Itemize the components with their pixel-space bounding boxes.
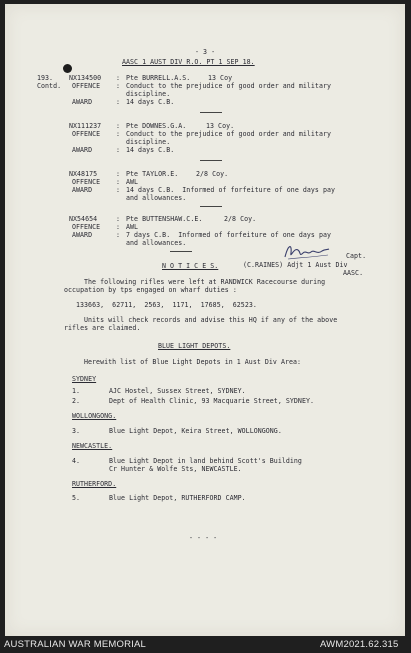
offence-label: OFFENCE [72,223,101,231]
award-text: 14 days C.B. Informed of forfeiture of one days pay [126,186,336,194]
entry-id: NX134500 [69,74,102,82]
award-label: AWARD [72,186,93,194]
document-page: - 3 - AASC 1 AUST DIV R.O. PT 1 SEP 18. 193. Contd. NX134500 : Pte BURRELL.A.S. 13 Coy OFFENCE : Conduct to the prejudice of good order and military discipline. AWARD : 14 days C.B. NX111237 : Pte DOWNES.G.A. 13 Coy. OFFENCE : Conduct to the prejudice of good order and military discipline. AWARD : 14 days C.B. NX48175 : Pte TAYLOR.E. 2/8 Coy. OFFENCE : AWL AWARD : 14 days C.B. Informed of forfeiture of one days pay and allowances. NX54654 : Pte BUTTENSHAW.C.E. 2/8 Coy. OFFENCE : AWL AWARD : 7 days C.B. Informed of forfeiture of one days pay and allowances. Capt. (C.RAINES) Adjt 1 Aust Div AASC. N O T I C E S. The following rifles were left at RANDWICK Racecourse during occupation by tps engaged on wharf duties : 133663, 62711, 2563, 1171, 17685, 62523. Units will check records and advise this HQ if any of the above rifles are claimed. BLUE LIGHT DEPOTS. Herewith list of Blue Light Depots in 1 Aust Div Area: SYDNEY 1. AJC Hostel, Sussex Street, SYDNEY. 2. Dept of Health Clinic, 93 Macquarie Street, SYDNEY. WOLLONGONG. 3. Blue Light Depot, Keira Street, WOLLONGONG. NEWCASTLE. 4. Blue Light Depot in land behind Scott's Building Cr Hunter & Wolfe Sts, NEWCASTLE. RUTHERFORD. 5. Blue Light Depot, RUTHERFORD CAMP. - - - - [5,4,405,636]
entry-name: Pte TAYLOR.E. [126,170,179,178]
offence-text: Conduct to the prejudice of good order and military [126,82,332,90]
depot-number: 2. [72,397,81,405]
depot-address: Blue Light Depot, RUTHERFORD CAMP. [109,494,246,502]
blue-light-heading: BLUE LIGHT DEPOTS. [158,342,231,350]
depot-number: 5. [72,494,81,502]
depot-number: 1. [72,387,81,395]
entry-name: Pte BUTTENSHAW.C.E. [126,215,203,223]
punch-hole [63,64,72,73]
end-mark: - - - - [189,534,218,542]
award-text: 14 days C.B. [126,98,175,106]
award-text: and allowances. [126,239,187,247]
offence-label: OFFENCE [72,130,101,138]
footer-source: AUSTRALIAN WAR MEMORIAL [4,639,147,650]
footer-accession-number: AWM2021.62.315 [320,639,399,650]
notices-heading: N O T I C E S. [162,262,219,270]
depot-address: Blue Light Depot in land behind Scott's Building [109,457,302,465]
blue-light-intro: Herewith list of Blue Light Depots in 1 Aust Div Area: [84,358,302,366]
notices-paragraph: occupation by tps engaged on wharf duties : [64,286,237,294]
entry-unit: 2/8 Coy. [224,215,257,223]
page-number: - 3 - [195,48,216,56]
separator [200,112,222,113]
offence-text: discipline. [126,90,171,98]
signature-title: Capt. [346,252,367,260]
depot-number: 3. [72,427,81,435]
offence-text: AWL [126,178,139,186]
offence-label: OFFENCE [72,82,101,90]
place-heading: RUTHERFORD. [72,480,117,488]
award-label: AWARD [72,146,93,154]
depot-number: 4. [72,457,81,465]
entry-id: NX111237 [69,122,102,130]
separator [200,160,222,161]
award-text: 14 days C.B. [126,146,175,154]
place-heading: NEWCASTLE. [72,442,113,450]
entry-id: NX48175 [69,170,98,178]
offence-text: discipline. [126,138,171,146]
entry-item-number: 193. [37,74,54,82]
award-text: and allowances. [126,194,187,202]
award-text: 7 days C.B. Informed of forfeiture of one days pay [126,231,332,239]
offence-label: OFFENCE [72,178,101,186]
entry-name: Pte BURRELL.A.S. [126,74,191,82]
depot-address: Blue Light Depot, Keira Street, WOLLONGONG. [109,427,282,435]
separator [200,206,222,207]
document-header: AASC 1 AUST DIV R.O. PT 1 SEP 18. [122,58,255,66]
signature-unit: AASC. [343,269,364,277]
entry-unit: 13 Coy [208,74,233,82]
offence-text: Conduct to the prejudice of good order and military [126,130,332,138]
rifle-numbers: 133663, 62711, 2563, 1171, 17685, 62523. [76,301,257,309]
offence-text: AWL [126,223,139,231]
entry-unit: 2/8 Coy. [196,170,229,178]
signature-name: (C.RAINES) Adjt 1 Aust Div [243,261,348,269]
handwritten-signature [282,241,330,263]
entry-item-contd: Contd. [37,82,62,90]
depot-address: AJC Hostel, Sussex Street, SYDNEY. [109,387,246,395]
entry-id: NX54654 [69,215,98,223]
separator [170,251,192,252]
depot-address: Cr Hunter & Wolfe Sts, NEWCASTLE. [109,465,242,473]
place-heading: WOLLONGONG. [72,412,117,420]
entry-unit: 13 Coy. [206,122,235,130]
notices-paragraph: rifles are claimed. [64,324,141,332]
notices-paragraph: Units will check records and advise this HQ if any of the above [84,316,338,324]
notices-paragraph: The following rifles were left at RANDWICK Racecourse during [84,278,326,286]
award-label: AWARD [72,231,93,239]
depot-address: Dept of Health Clinic, 93 Macquarie Street, SYDNEY. [109,397,315,405]
entry-name: Pte DOWNES.G.A. [126,122,187,130]
place-heading: SYDNEY [72,375,97,383]
award-label: AWARD [72,98,93,106]
